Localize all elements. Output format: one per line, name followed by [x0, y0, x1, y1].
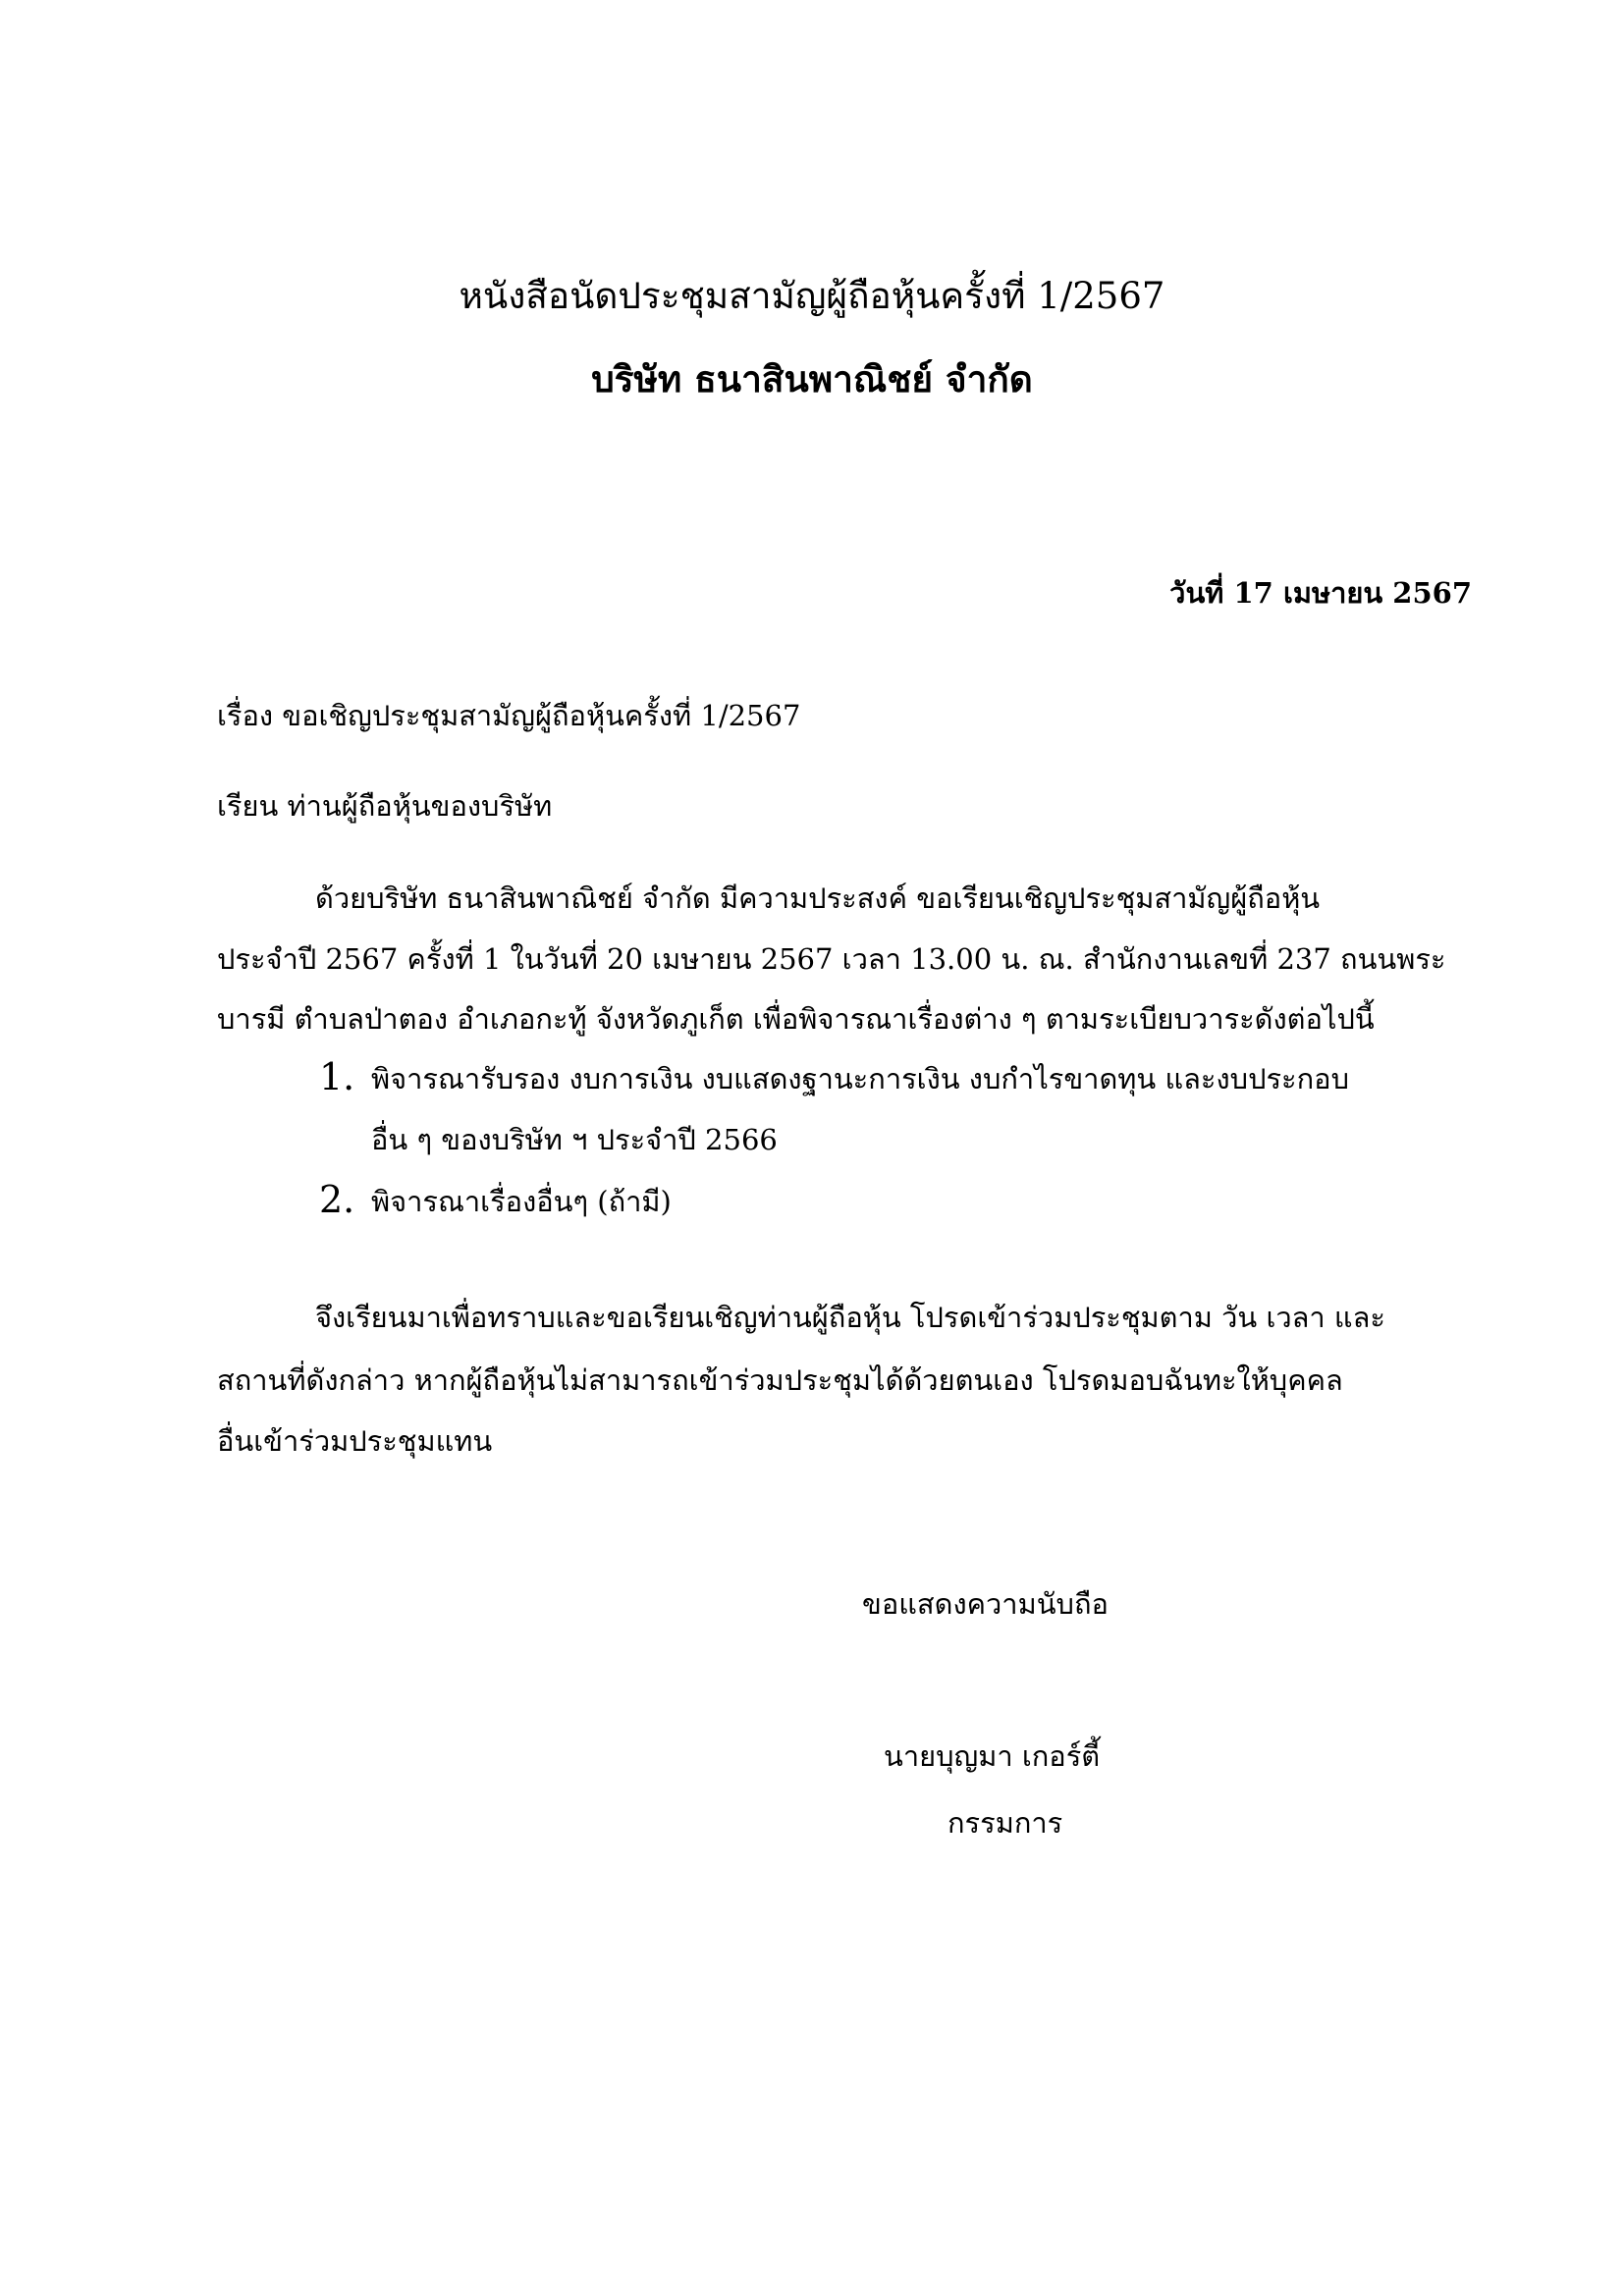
- letter-date: วันที่ 17 เมษายน 2567: [1169, 576, 1472, 610]
- paragraph-line: ด้วยบริษัท ธนาสินพาณิชย์ จำกัด มีความประสงค์ ขอเรียนเชิญประชุมสามัญผู้ถือหุ้น: [315, 881, 1321, 915]
- paragraph-line: จึงเรียนมาเพื่อทราบและขอเรียนเชิญท่านผู้ถือหุ้น โปรดเข้าร่วมประชุมตาม วัน เวลา และ: [315, 1301, 1385, 1334]
- signer-name: นายบุญมา เกอร์ตี้: [884, 1739, 1101, 1773]
- agenda-number: 2.: [319, 1178, 355, 1221]
- paragraph-line: บารมี ตำบลป่าตอง อำเภอกะทู้ จังหวัดภูเก็ต เพื่อพิจารณาเรื่องต่าง ๆ ตามระเบียบวาระดังต่อไปนี้: [217, 1002, 1375, 1036]
- closing-phrase: ขอแสดงความนับถือ: [862, 1587, 1109, 1621]
- company-name: บริษัท ธนาสินพาณิชย์ จำกัด: [591, 357, 1033, 400]
- signer-title: กรรมการ: [947, 1806, 1063, 1840]
- agenda-text: พิจารณารับรอง งบการเงิน งบแสดงฐานะการเงิน งบกำไรขาดทุน และงบประกอบ: [371, 1062, 1350, 1095]
- letter-subject: เรื่อง ขอเชิญประชุมสามัญผู้ถือหุ้นครั้งที่ 1/2567: [217, 699, 801, 732]
- letter-salutation: เรียน ท่านผู้ถือหุ้นของบริษัท: [217, 789, 553, 823]
- paragraph-line: สถานที่ดังกล่าว หากผู้ถือหุ้นไม่สามารถเข้าร่วมประชุมได้ด้วยตนเอง โปรดมอบฉันทะให้บุคคล: [217, 1363, 1343, 1397]
- agenda-text: อื่น ๆ ของบริษัท ฯ ประจำปี 2566: [371, 1123, 778, 1156]
- agenda-text: พิจารณาเรื่องอื่นๆ (ถ้ามี): [371, 1185, 672, 1218]
- paragraph-line: ประจำปี 2567 ครั้งที่ 1 ในวันที่ 20 เมษายน 2567 เวลา 13.00 น. ณ. สำนักงานเลขที่ 237 ถนนพระ: [217, 942, 1446, 976]
- agenda-number: 1.: [319, 1055, 355, 1098]
- paragraph-line: อื่นเข้าร่วมประชุมแทน: [217, 1424, 493, 1458]
- letter-title: หนังสือนัดประชุมสามัญผู้ถือหุ้นครั้งที่ 1/2567: [459, 275, 1165, 317]
